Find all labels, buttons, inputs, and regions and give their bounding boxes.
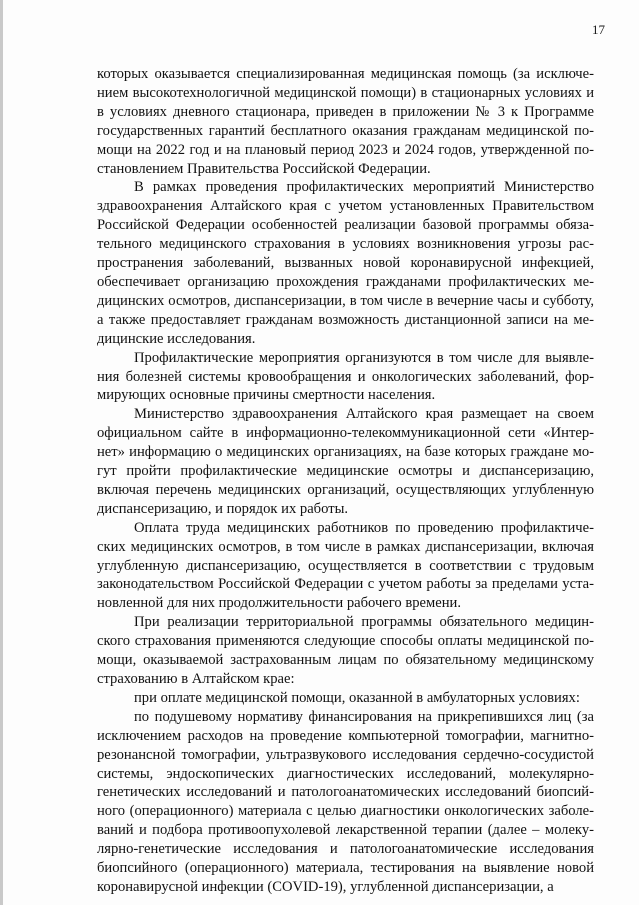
paragraph-continuation: которых оказывается специализированная медицинская помощь (за исключением высокотехнологичной медицинской помощи) в стационарных условиях и в условиях дневного стационара, приведен в приложении № 3 к Программе государственных гарантий бесплатного оказания гражданам медицинской помощи на 2022 год и на плановый период 2023 и 2024 годов, утвержденной постановлением Правительства Российской Федерации. (97, 66, 594, 177)
paragraph-outpatient-payment: при оплате медицинской помощи, оказанной в амбулаторных условиях: (134, 689, 580, 706)
document-body (97, 65, 594, 897)
paragraph-ministry-website: Министерство здравоохранения Алтайского края размещает на своем официальном сайте в информационно-телекоммуникационной сети «Интернет» информацию о медицинских организациях, на базе которых граждане могут пройти профилактические медицинские осмотры и диспансеризацию, включая перечень медицинских организаций, осуществляющих углубленную диспансеризацию, и порядок их работы. (97, 406, 594, 517)
paragraph-payment-methods: При реализации территориальной программы обязательного медицинского страхования применяются следующие способы оплаты медицинской помощи, оказываемой застрахованным лицам по обязательному медицинскому страхованию в Алтайском крае: (97, 614, 594, 687)
scan-edge (0, 0, 3, 905)
paragraph-preventive-purpose: Профилактические мероприятия организуются в том числе для выявления болезней системы кровообращения и онкологических заболеваний, формирующих основные причины смертности населения. (97, 349, 594, 404)
paragraph-per-capita-standard: по подушевому нормативу финансирования на прикрепившихся лиц (за исключением расходов на проведение компьютерной томографии, магнитно-резонансной томографии, ультразвукового исследования сердечно-сосудистой системы, эндоскопических диагностических исследований, молекулярно-генетических исследований и патологоанатомических исследований биопсийного (операционного) материала с целью диагностики онкологических заболеваний и подбора противоопухолевой лекарственной терапии (далее – молекулярно-генетические исследования и патологоанатомические исследования биопсийного (операционного) материала, тестирования на выявление новой коронавирусной инфекции (COVID-19), углубленной диспансеризации, а (97, 708, 594, 895)
paragraph-preventive-measures: В рамках проведения профилактических мероприятий Министерство здравоохранения Алтайского края с учетом установленных Правительством Российской Федерации особенностей реализации базовой программы обязательного медицинского страхования в условиях возникновения угрозы распространения заболеваний, вызванных новой коронавирусной инфекцией, обеспечивает организацию прохождения гражданами профилактических медицинских осмотров, диспансеризации, в том числе в вечерние часы и субботу, а также предоставляет гражданам возможность дистанционной записи на медицинские исследования. (97, 179, 594, 347)
page-number: 17 (592, 22, 605, 37)
paragraph-labor-payment: Оплата труда медицинских работников по проведению профилактических медицинских осмотров, в том числе в рамках диспансеризации, включая углубленную диспансеризацию, осуществляется в соответствии с трудовым законодательством Российской Федерации с учетом работы за пределами установленной для них продолжительности рабочего времени. (97, 519, 594, 612)
